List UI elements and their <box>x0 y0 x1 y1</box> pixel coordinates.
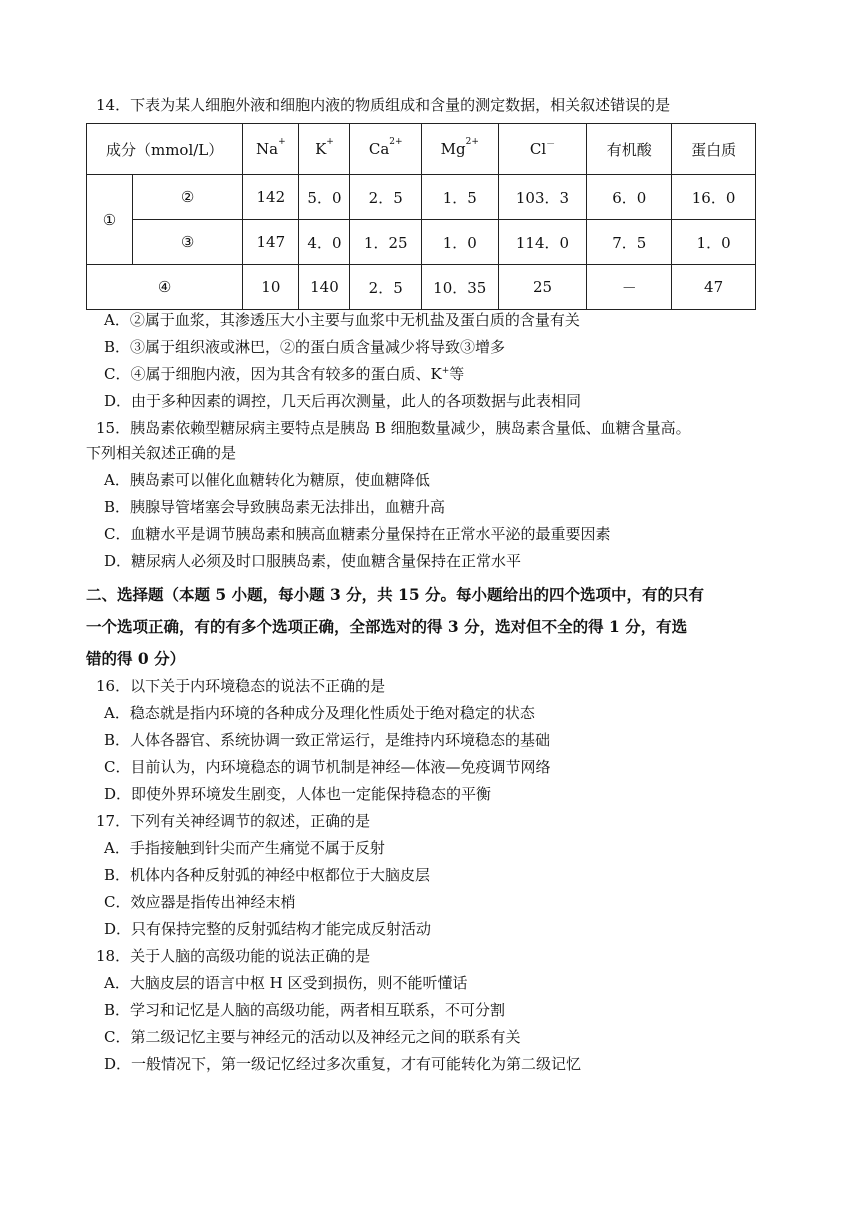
table-cell: 25 <box>498 265 587 310</box>
q16-option-d: D．即使外界环境发生剧变，人体也一定能保持稳态的平衡 <box>104 785 492 803</box>
section2-heading-line3: 错的得 0 分） <box>86 649 186 668</box>
table-cell: 2．5 <box>350 265 421 310</box>
q17-stem: 17．下列有关神经调节的叙述，正确的是 <box>96 812 371 830</box>
q16-stem: 16．以下关于内环境稳态的说法不正确的是 <box>96 677 386 695</box>
table-cell: 142 <box>243 175 299 220</box>
q14-option-b: B．③属于组织液或淋巴，②的蛋白质含量减少将导致③增多 <box>104 338 506 356</box>
q15-stem-line1: 15．胰岛素依赖型糖尿病主要特点是胰岛 B 细胞数量减少，胰岛素含量低、血糖含量高。 <box>96 419 691 437</box>
table-cell: 2．5 <box>350 175 421 220</box>
header-mg: $Mg^{2+}$ <box>421 124 498 175</box>
table-cell: 140 <box>299 265 350 310</box>
q15-stem-line2: 下列相关叙述正确的是 <box>86 444 237 462</box>
q14-option-c: C．④属于细胞内液，因为其含有较多的蛋白质、K+等 <box>104 365 465 383</box>
q17-option-c: C．效应器是指传出神经末梢 <box>104 893 296 911</box>
q18-option-b: B．学习和记忆是人脑的高级功能，两者相互联系，不可分割 <box>104 1001 506 1019</box>
table-cell: 4．0 <box>299 220 350 265</box>
q14-option-a: A．②属于血浆，其渗透压大小主要与血浆中无机盐及蛋白质的含量有关 <box>104 311 580 329</box>
q18-option-c: C．第二级记忆主要与神经元的活动以及神经元之间的联系有关 <box>104 1028 521 1046</box>
q16-option-b: B．人体各器官、系统协调一致正常运行，是维持内环境稳态的基础 <box>104 731 551 749</box>
q17-option-d: D．只有保持完整的反射弧结构才能完成反射活动 <box>104 920 432 938</box>
section2-heading-line1: 二、选择题（本题 5 小题，每小题 3 分，共 15 分。每小题给出的四个选项中，有的只有 <box>86 585 705 604</box>
q14-option-d: D．由于多种因素的调控，几天后再次测量，此人的各项数据与此表相同 <box>104 392 582 410</box>
table-cell: 103．3 <box>498 175 587 220</box>
table-cell: 10 <box>243 265 299 310</box>
table-row <box>87 265 756 310</box>
q14-stem: 14．下表为某人细胞外液和细胞内液的物质组成和含量的测定数据，相关叙述错误的是 <box>96 96 671 114</box>
q17-option-b: B．机体内各种反射弧的神经中枢都位于大脑皮层 <box>104 866 431 884</box>
q18-stem: 18．关于人脑的高级功能的说法正确的是 <box>96 947 371 965</box>
q15-option-a: A．胰岛素可以催化血糖转化为糖原，使血糖降低 <box>104 471 430 489</box>
composition-table <box>86 123 756 310</box>
header-organic-acid: 有机酸 <box>587 124 672 175</box>
table-cell: 147 <box>243 220 299 265</box>
table-header-row <box>87 124 756 175</box>
table-cell: 5．0 <box>299 175 350 220</box>
table-cell: 6．0 <box>587 175 672 220</box>
table-cell: 1．0 <box>672 220 756 265</box>
table-row <box>87 175 756 220</box>
q15-option-c: C．血糖水平是调节胰岛素和胰高血糖素分量保持在正常水平泌的最重要因素 <box>104 525 611 543</box>
table-cell: － <box>587 265 672 310</box>
table-cell: 10．35 <box>421 265 498 310</box>
q15-option-b: B．胰腺导管堵塞会导致胰岛素无法排出，血糖升高 <box>104 498 446 516</box>
header-na: Na+ <box>243 124 299 175</box>
q18-option-d: D．一般情况下，第一级记忆经过多次重复，才有可能转化为第二级记忆 <box>104 1055 582 1073</box>
row-label: ③ <box>132 220 242 265</box>
table-cell: 16．0 <box>672 175 756 220</box>
table-cell: 1．0 <box>421 220 498 265</box>
header-ca: $Ca^{2+}$ <box>350 124 421 175</box>
table-cell: 47 <box>672 265 756 310</box>
q15-option-d: D．糖尿病人必须及时口服胰岛素，使血糖含量保持在正常水平 <box>104 552 522 570</box>
header-k: K+ <box>299 124 350 175</box>
q17-option-a: A．手指接触到针尖而产生痛觉不属于反射 <box>104 839 385 857</box>
q16-option-a: A．稳态就是指内环境的各种成分及理化性质处于绝对稳定的状态 <box>104 704 535 722</box>
table-cell: 1．5 <box>421 175 498 220</box>
q16-option-c: C．目前认为，内环境稳态的调节机制是神经—体液—免疫调节网络 <box>104 758 551 776</box>
table-cell: 114．0 <box>498 220 587 265</box>
row-label: ④ <box>87 265 243 310</box>
table-cell: 1．25 <box>350 220 421 265</box>
row-label: ② <box>132 175 242 220</box>
header-cl: Cl－ <box>498 124 587 175</box>
group-label: ① <box>87 175 133 265</box>
header-protein: 蛋白质 <box>672 124 756 175</box>
table-row <box>87 220 756 265</box>
header-component: 成分（mmol/L） <box>87 124 243 175</box>
q18-option-a: A．大脑皮层的语言中枢 H 区受到损伤，则不能听懂话 <box>104 974 468 992</box>
section2-heading-line2: 一个选项正确，有的有多个选项正确，全部选对的得 3 分，选对但不全的得 1 分，有选 <box>86 617 688 636</box>
table-cell: 7．5 <box>587 220 672 265</box>
